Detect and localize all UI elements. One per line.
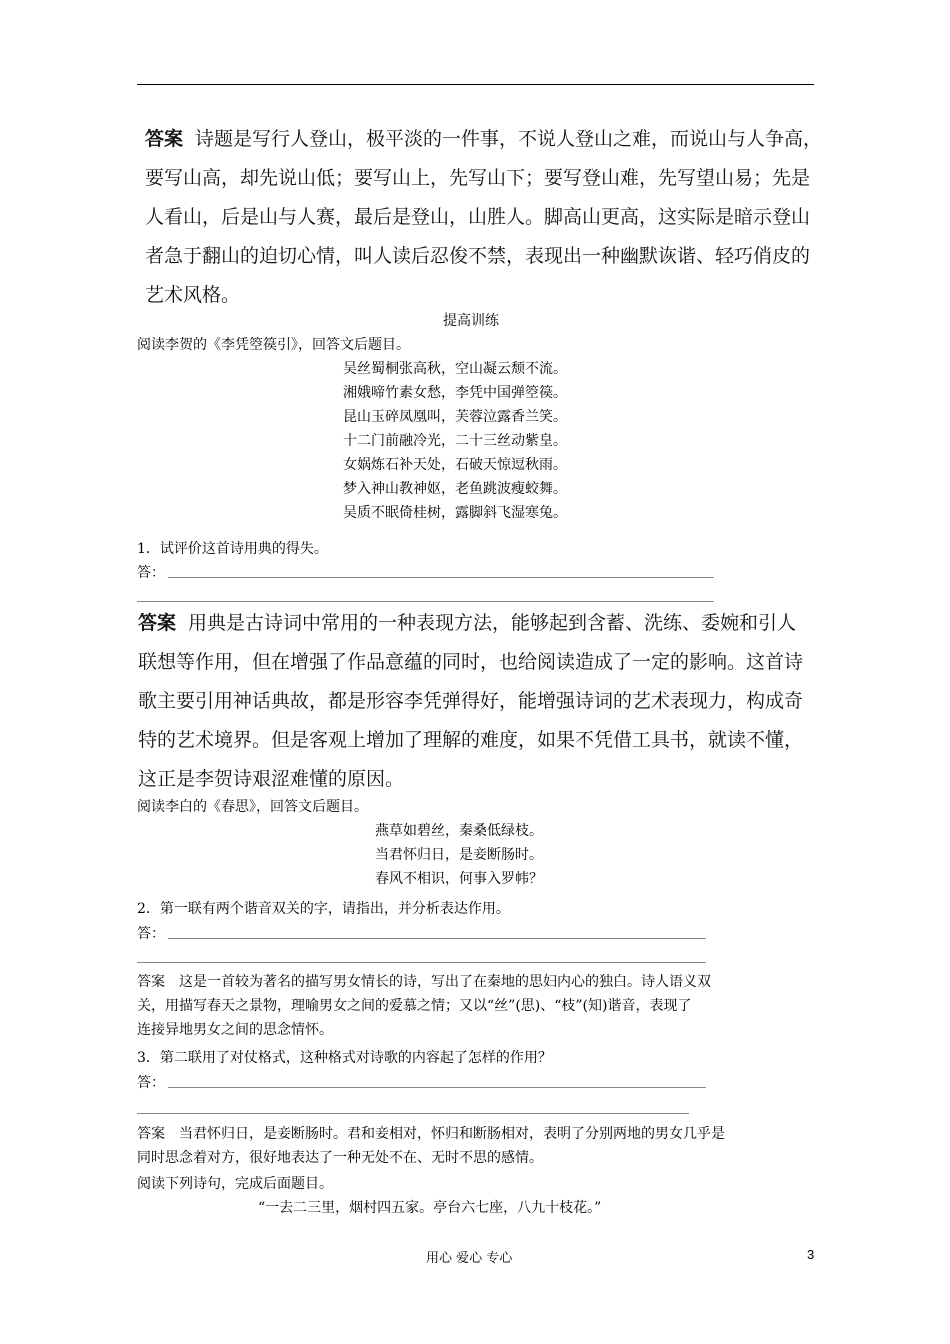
answer-line: 连接异地男女之间的思念情怀。 (137, 1022, 333, 1038)
answer-line-field[interactable] (168, 1087, 706, 1088)
answer-line-field[interactable] (168, 938, 706, 939)
answer-line: 联想等作用，但在增强了作品意蕴的同时，也给阅读造成了一定的影响。这首诗 (138, 651, 804, 673)
answer-line: 特的艺术境界。但是客观上增加了理解的难度，如果不凭借工具书，就读不懂， (138, 729, 804, 751)
reading-intro-1: 阅读李贺的《李凭箜篌引》，回答文后题目。 (137, 337, 410, 353)
answer-label: 答案 (145, 128, 184, 150)
poem-3: “一去二三里，烟村四五家。亭台六七座，八九十枝花。” (258, 1200, 602, 1216)
answer-line: 歌主要引用神话典故，都是形容李凭弹得好，能增强诗词的艺术表现力，构成奇 (138, 690, 804, 712)
poem-1 (343, 357, 567, 525)
answer-prompt-1: 答： (137, 565, 165, 581)
answer-prompt-2: 答： (137, 926, 165, 942)
answer-block-4 (137, 1122, 725, 1170)
poem-line: 吴丝蜀桐张高秋，空山凝云颓不流。 (343, 361, 567, 377)
poem-line: 吴质不眠倚桂树，露脚斜飞湿寒兔。 (343, 505, 567, 521)
answer-line: 者急于翻山的迫切心情，叫人读后忍俊不禁，表现出一种幽默诙谐、轻巧俏皮的 (145, 245, 811, 267)
answer-line-field[interactable] (137, 1113, 689, 1114)
answer-line: 人看山，后是山与人赛，最后是登山，山胜人。脚高山更高，这实际是暗示登山 (145, 206, 811, 228)
answer-line-field[interactable] (168, 577, 714, 578)
answer-block-2 (138, 604, 803, 799)
poem-line: 女娲炼石补天处，石破天惊逗秋雨。 (343, 457, 567, 473)
poem-line: 春风不相识，何事入罗帏？ (375, 871, 543, 887)
poem-line: 昆山玉碎凤凰叫，芙蓉泣露香兰笑。 (343, 409, 567, 425)
question-1: 1．试评价这首诗用典的得失。 (137, 541, 328, 557)
answer-line: 艺术风格。 (145, 284, 241, 306)
answer-line-field[interactable] (137, 601, 714, 602)
poem-line: 十二门前融冷光，二十三丝动紫皇。 (343, 433, 567, 449)
answer-block-3 (137, 970, 711, 1042)
section-title: 提高训练 (443, 313, 499, 329)
answer-line: 关，用描写春天之景物，理喻男女之间的爱慕之情；又以“丝”(思)、“枝”(知)谐音，表现了 (137, 998, 692, 1014)
answer-block-1 (145, 120, 822, 315)
answer-line: 答案 这是一首较为著名的描写男女情长的诗，写出了在秦地的思妇内心的独白。诗人语义双 (137, 974, 711, 990)
poem-2 (375, 819, 543, 891)
answer-label: 答案 (137, 974, 165, 990)
header-rule (137, 84, 814, 85)
answer-line: 答案 当君怀归日，是妾断肠时。君和妾相对，怀归和断肠相对，表明了分别两地的男女几乎是 (137, 1126, 725, 1142)
poem-line: 当君怀归日，是妾断肠时。 (375, 847, 543, 863)
poem-line: 燕草如碧丝，秦桑低绿枝。 (375, 823, 543, 839)
answer-prompt-3: 答： (137, 1075, 165, 1091)
answer-line: 答案 用典是古诗词中常用的一种表现方法，能够起到含蓄、洗练、委婉和引人 (138, 612, 797, 634)
footer-slogan: 用心 爱心 专心 (426, 1251, 513, 1266)
question-3: 3．第二联用了对仗格式，这种格式对诗歌的内容起了怎样的作用？ (137, 1050, 552, 1066)
answer-line: 同时思念着对方，很好地表达了一种无处不在、无时不思的感情。 (137, 1150, 543, 1166)
answer-label: 答案 (138, 612, 177, 634)
reading-intro-2: 阅读李白的《春思》，回答文后题目。 (137, 799, 368, 815)
poem-line: 梦入神山教神妪，老鱼跳波瘦蛟舞。 (343, 481, 567, 497)
reading-intro-3: 阅读下列诗句，完成后面题目。 (137, 1176, 333, 1192)
question-2: 2．第一联有两个谐音双关的字，请指出，并分析表达作用。 (137, 901, 510, 917)
page-number: 3 (807, 1247, 815, 1262)
answer-line: 这正是李贺诗艰涩难懂的原因。 (138, 768, 405, 790)
answer-line: 要写山高，却先说山低；要写山上，先写山下；要写登山难，先写望山易；先是 (145, 167, 811, 189)
answer-label: 答案 (137, 1126, 165, 1142)
answer-line-field[interactable] (137, 962, 706, 963)
poem-line: 湘娥啼竹素女愁，李凭中国弹箜篌。 (343, 385, 567, 401)
answer-line: 答案 诗题是写行人登山，极平淡的一件事，不说人登山之难，而说山与人争高， (145, 128, 823, 150)
